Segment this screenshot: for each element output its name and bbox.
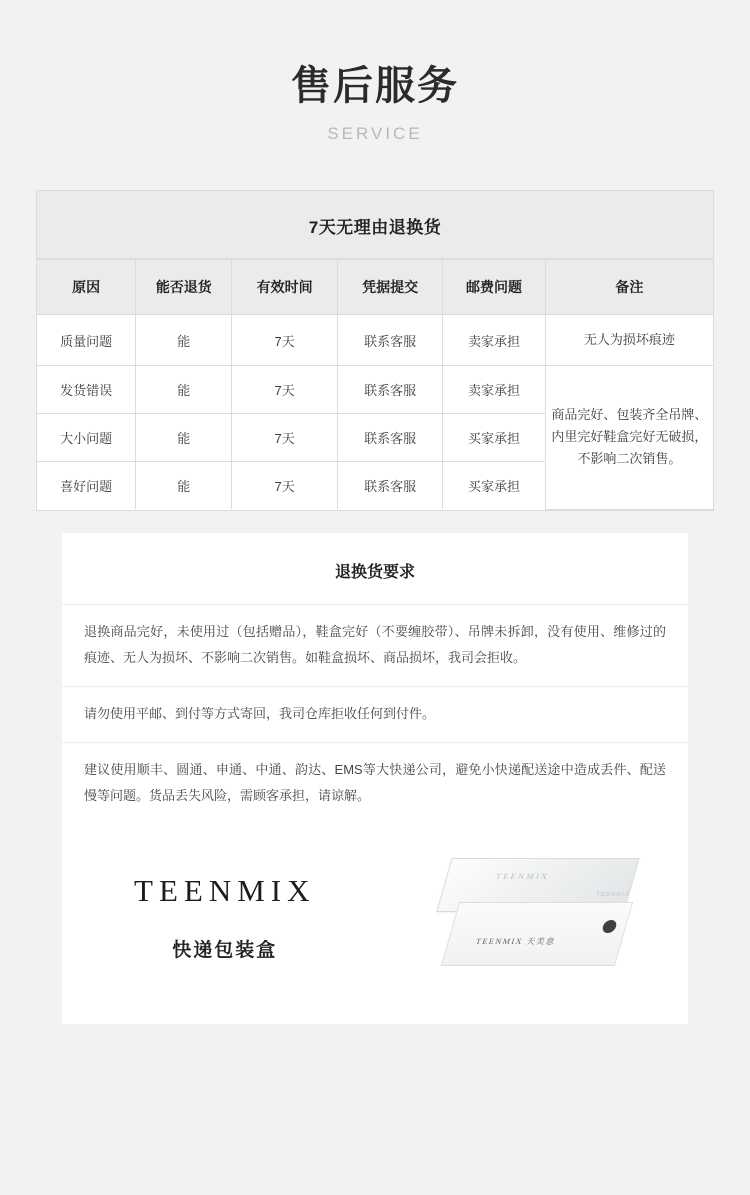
cell-returnable: 能: [136, 462, 232, 510]
cell-shipping-fee: 卖家承担: [443, 366, 545, 414]
cell-note: 无人为损坏痕迹: [545, 315, 713, 366]
cell-reason: 大小问题: [37, 414, 136, 462]
cell-shipping-fee: 卖家承担: [443, 315, 545, 366]
column-header-note: 备注: [545, 260, 713, 315]
column-header-proof: 凭据提交: [337, 260, 443, 315]
requirement-paragraph: 请勿使用平邮、到付等方式寄回，我司仓库拒收任何到付件。: [62, 686, 688, 742]
return-policy-table-panel: [36, 190, 714, 511]
page-subtitle: SERVICE: [327, 124, 423, 143]
table-body: [37, 315, 713, 510]
return-policy-table: [37, 259, 713, 510]
cell-reason: 质量问题: [37, 315, 136, 366]
shoebox-illustration: [438, 858, 638, 978]
brand-packaging-block: [62, 824, 688, 1024]
column-header-valid-time: 有效时间: [232, 260, 338, 315]
cell-returnable: 能: [136, 366, 232, 414]
brand-image-group: [388, 858, 688, 978]
column-header-shipping-fee: 邮费问题: [443, 260, 545, 315]
cell-note-merged: 商品完好、包装齐全吊牌、内里完好鞋盒完好无破损，不影响二次销售。: [545, 366, 713, 510]
brand-logo-text: TEENMIX: [134, 873, 316, 909]
page-title: 售后服务: [291, 64, 459, 108]
table-header-row: [37, 260, 713, 315]
cell-valid-time: 7天: [232, 366, 338, 414]
cell-proof: 联系客服: [337, 366, 443, 414]
cell-proof: 联系客服: [337, 414, 443, 462]
cell-returnable: 能: [136, 315, 232, 366]
column-header-returnable: 能否退货: [136, 260, 232, 315]
cell-returnable: 能: [136, 414, 232, 462]
cell-shipping-fee: 买家承担: [443, 414, 545, 462]
return-requirements-panel: [62, 533, 688, 824]
cell-valid-time: 7天: [232, 315, 338, 366]
shoebox-side-label: TEENMIX: [595, 891, 631, 898]
cell-reason: 喜好问题: [37, 462, 136, 510]
cell-shipping-fee: 买家承担: [443, 462, 545, 510]
cell-proof: 联系客服: [337, 315, 443, 366]
table-row: [37, 366, 713, 414]
table-banner: 7天无理由退换货: [37, 191, 713, 259]
table-row: [37, 315, 713, 366]
cell-valid-time: 7天: [232, 414, 338, 462]
shoebox-body: [441, 902, 633, 966]
requirements-title: 退换货要求: [334, 563, 415, 581]
requirement-paragraph: 退换商品完好，未使用过（包括赠品），鞋盒完好（不要缠胶带）、吊牌未拆卸，没有使用、维修过的痕迹、无人为损坏、不影响二次销售。如鞋盒损坏、商品损坏，我司会拒收。: [62, 604, 688, 686]
shoebox-lid-label: TEENMIX: [494, 871, 551, 881]
column-header-reason: 原因: [37, 260, 136, 315]
cell-valid-time: 7天: [232, 462, 338, 510]
table-header: [37, 260, 713, 315]
page-header: [0, 0, 750, 144]
brand-caption: 快递包装盒: [172, 940, 278, 962]
cell-reason: 发货错误: [37, 366, 136, 414]
shoebox-body-label: TEENMIX 天美意: [474, 936, 557, 946]
cell-proof: 联系客服: [337, 462, 443, 510]
brand-text-group: [62, 873, 388, 962]
bottom-spacer: [0, 1024, 750, 1090]
requirement-paragraph: 建议使用顺丰、圆通、申通、中通、韵达、EMS等大快递公司，避免小快递配送途中造成丢件、配送慢等问题。货品丢失风险，需顾客承担，请谅解。: [62, 742, 688, 824]
